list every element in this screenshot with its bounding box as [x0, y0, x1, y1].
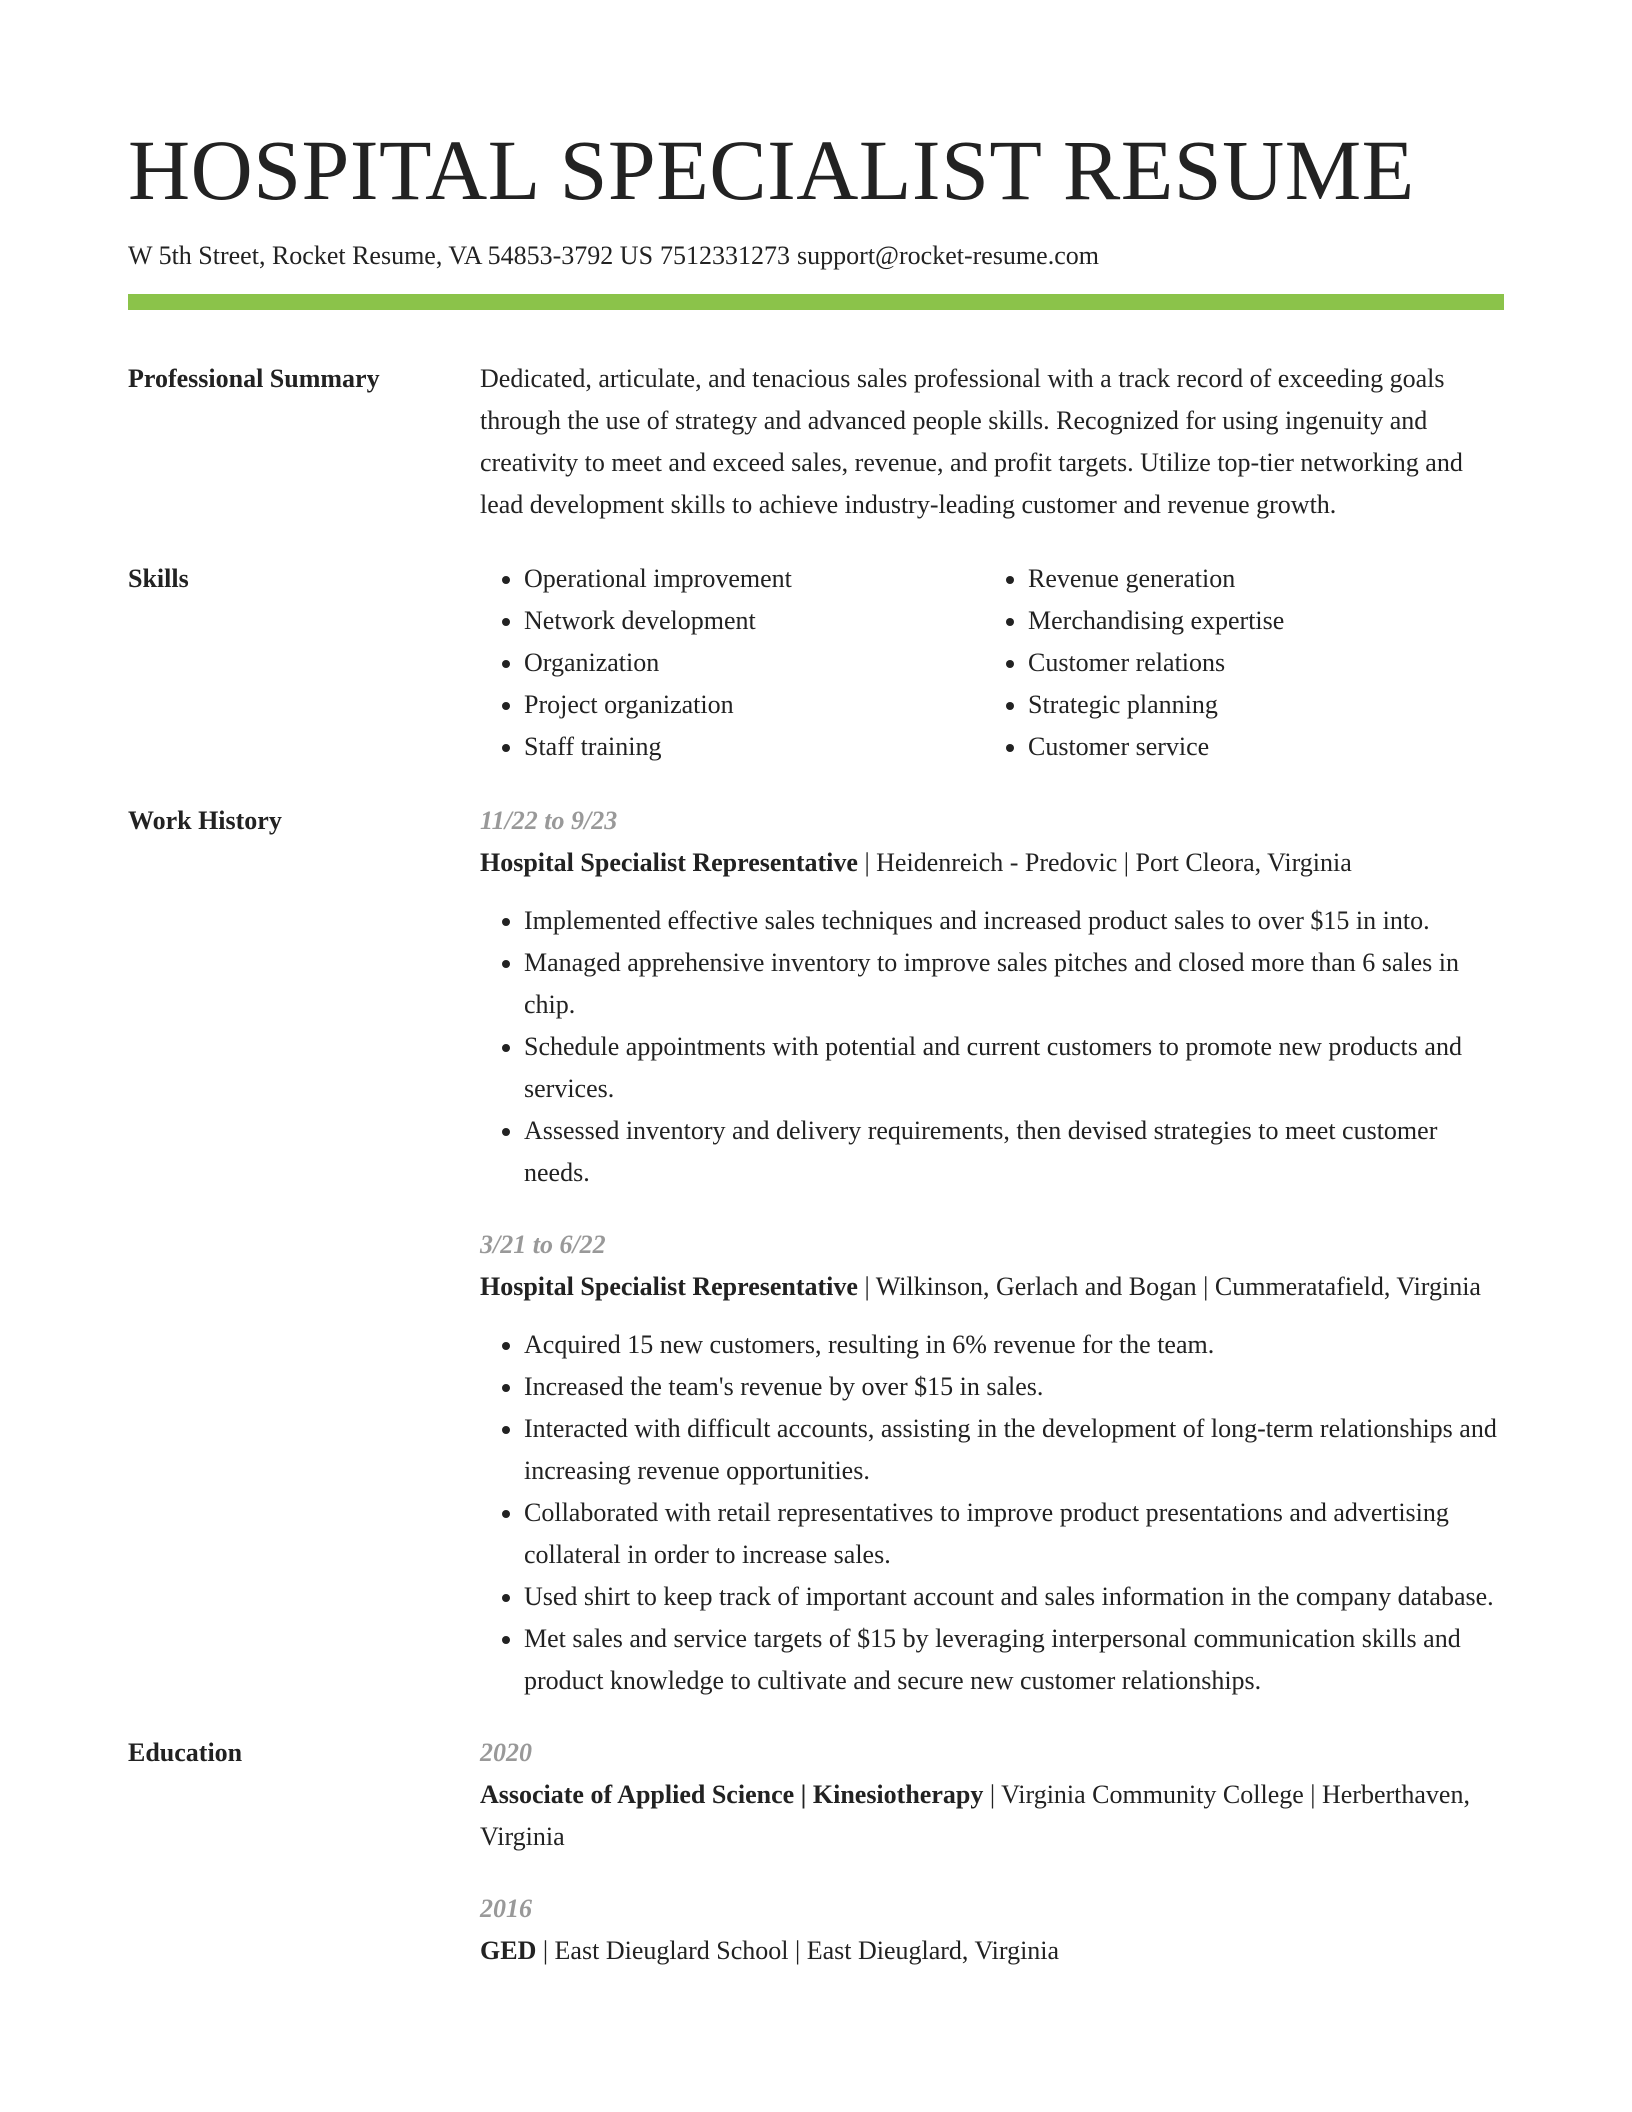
job-bullet: • Met sales and service targets of $15 by leveraging interpersonal communication skills and product knowledge to cultivate and secure new customer relationships. — [524, 1618, 1504, 1702]
summary-text: Dedicated, articulate, and tenacious sales professional with a track record of exceeding goals through the use of strategy and advanced people skills. Recognized for using ingenuity and creativity to meet and exceed sales, revenue, and profit targets. Utilize top-tier networking and lead development skills to achieve industry-leading customer and revenue growth. — [480, 364, 1463, 519]
contact-phone: 7512331273 — [660, 241, 791, 270]
skill-item: • Strategic planning — [1028, 684, 1284, 726]
skill-item: • Merchandising expertise — [1028, 600, 1284, 642]
skill-item: • Operational improvement — [524, 558, 984, 600]
education-entry — [480, 1732, 1504, 1858]
contact-line — [128, 238, 1504, 274]
skill-item: • Revenue generation — [1028, 558, 1284, 600]
resume-title: HOSPITAL SPECIALIST RESUME — [128, 122, 1415, 218]
skills-heading: Skills — [128, 564, 189, 593]
job-title: Hospital Specialist Representative — [480, 848, 858, 877]
summary-section — [128, 358, 1504, 526]
job-bullet: • Acquired 15 new customers, resulting in 6% revenue for the team. — [524, 1324, 1504, 1366]
education-details: | Virginia Community College | Herberthaven, Virginia — [480, 1780, 1470, 1851]
skills-right-list — [984, 558, 1284, 768]
education-degree: GED — [480, 1936, 537, 1965]
summary-heading: Professional Summary — [128, 364, 380, 393]
skill-item: • Staff training — [524, 726, 984, 768]
education-year: 2016 — [480, 1894, 532, 1923]
education-entry — [480, 1888, 1504, 1972]
job-role — [480, 842, 1504, 884]
job-details: | Heidenreich - Predovic | Port Cleora, Virginia — [857, 848, 1352, 877]
contact-email: support@rocket-resume.com — [797, 241, 1099, 270]
job-title: Hospital Specialist Representative — [480, 1272, 858, 1301]
work-history-section — [128, 800, 1504, 1702]
skills-section — [128, 558, 1504, 768]
job-bullet: • Implemented effective sales techniques and increased product sales to over $15 in into. — [524, 900, 1504, 942]
job-dates: 3/21 to 6/22 — [480, 1230, 606, 1259]
job-bullets — [480, 1324, 1504, 1702]
skill-item: • Organization — [524, 642, 984, 684]
job-bullet: • Used shirt to keep track of important account and sales information in the company database. — [524, 1576, 1504, 1618]
work-history-heading: Work History — [128, 806, 282, 835]
job-bullet: • Assessed inventory and delivery requirements, then devised strategies to meet customer needs. — [524, 1110, 1504, 1194]
education-role — [480, 1774, 1504, 1858]
skill-item: • Customer service — [1028, 726, 1284, 768]
education-details: | East Dieuglard School | East Dieuglard, Virginia — [536, 1936, 1060, 1965]
skill-item: • Network development — [524, 600, 984, 642]
job-role — [480, 1266, 1504, 1308]
job-entry — [480, 1224, 1504, 1702]
job-dates: 11/22 to 9/23 — [480, 806, 618, 835]
job-bullet: • Managed apprehensive inventory to improve sales pitches and closed more than 6 sales in chip. — [524, 942, 1504, 1026]
education-section — [128, 1732, 1504, 1972]
job-bullet: • Collaborated with retail representatives to improve product presentations and advertising collateral in order to increase sales. — [524, 1492, 1504, 1576]
job-bullet: • Increased the team's revenue by over $15 in sales. — [524, 1366, 1504, 1408]
job-bullet: • Schedule appointments with potential and current customers to promote new products and services. — [524, 1026, 1504, 1110]
job-details: | Wilkinson, Gerlach and Bogan | Cummeratafield, Virginia — [857, 1272, 1481, 1301]
skill-item: • Customer relations — [1028, 642, 1284, 684]
accent-divider — [128, 294, 1504, 310]
job-entry — [480, 800, 1504, 1194]
education-year: 2020 — [480, 1738, 532, 1767]
skill-item: • Project organization — [524, 684, 984, 726]
skills-grid — [480, 558, 1504, 768]
contact-address: W 5th Street, Rocket Resume, VA 54853-3792 US — [128, 241, 654, 270]
education-heading: Education — [128, 1738, 243, 1767]
education-degree: Associate of Applied Science | Kinesiotherapy — [480, 1780, 984, 1809]
skills-left-list — [480, 558, 984, 768]
job-bullet: • Interacted with difficult accounts, assisting in the development of long-term relationships and increasing revenue opportunities. — [524, 1408, 1504, 1492]
job-bullets — [480, 900, 1504, 1194]
education-role — [480, 1930, 1504, 1972]
